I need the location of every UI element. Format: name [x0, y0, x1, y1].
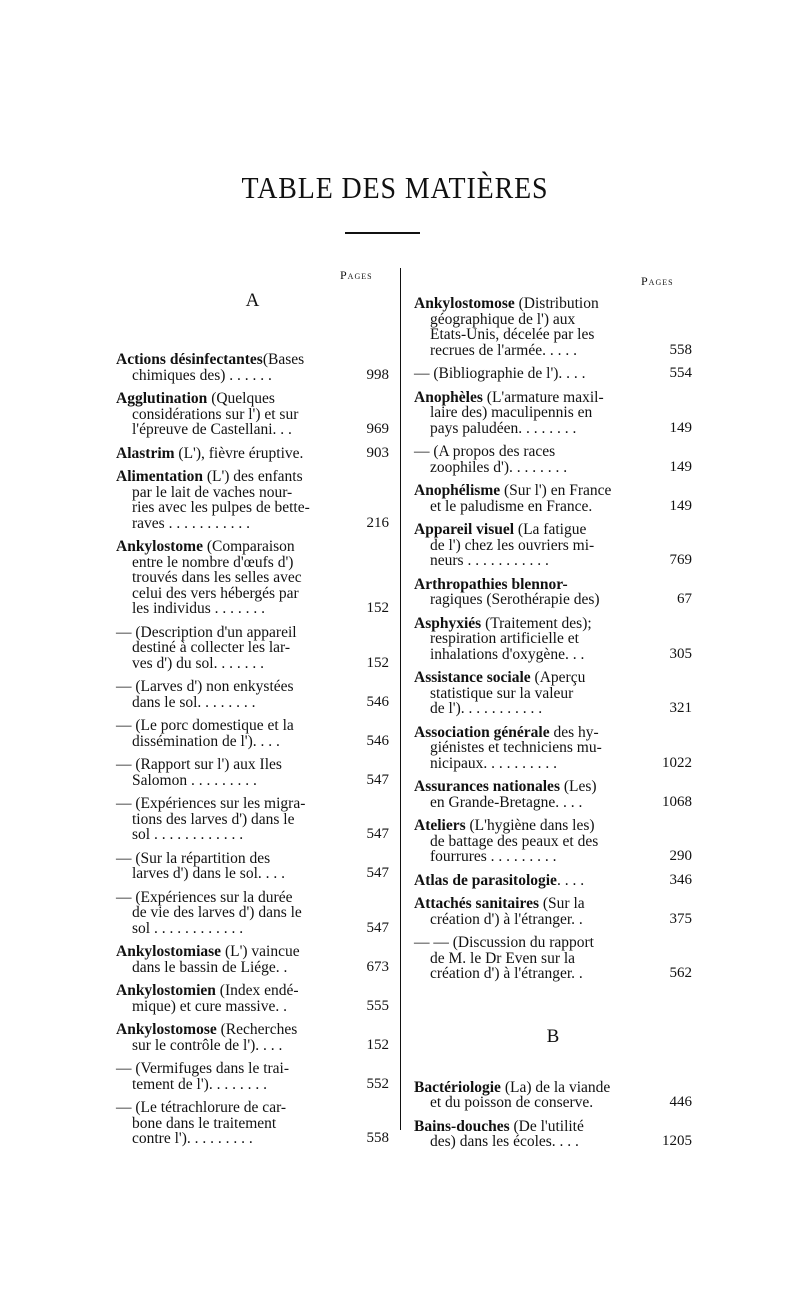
entry-line: [414, 795, 634, 811]
entry-line: [116, 827, 331, 843]
entry-text: tement de l'). . . . . . . .: [132, 1075, 267, 1093]
title-rule: [345, 232, 420, 234]
entry-text: bone dans le traitement: [132, 1114, 277, 1132]
right-pages-header: Pages: [641, 274, 674, 288]
entry-text: ragiques (Serothérapie des): [430, 591, 600, 608]
column-divider: [400, 268, 401, 1130]
right-entry-list: [414, 296, 692, 982]
entry-text: — (Le tétrachlorure de car-: [116, 1099, 287, 1116]
entry-text: — (Sur la répartition des: [116, 849, 271, 867]
index-entry: [414, 483, 692, 514]
entry-headword: Asphyxiés: [414, 614, 482, 632]
entry-text: neurs . . . . . . . . . . .: [430, 552, 549, 569]
entry-line: [116, 773, 331, 789]
entry-line: [116, 500, 331, 516]
page-number: 547: [366, 865, 389, 881]
page-number: 552: [366, 1075, 389, 1092]
index-entry: [116, 469, 389, 531]
page-number: 558: [366, 1130, 389, 1146]
entry-headword: Attachés sanitaires: [414, 895, 539, 912]
page-number: 1068: [662, 793, 692, 810]
entry-line: [414, 912, 634, 928]
left-entry-list: [116, 352, 389, 1147]
index-entry: [414, 366, 692, 382]
page-number: 321: [669, 700, 692, 716]
entry-text: les individus . . . . . . .: [132, 600, 266, 617]
entry-line: [116, 570, 331, 586]
entry-line: [116, 1077, 331, 1093]
entry-text: Etats-Unis, décelée par les: [430, 326, 595, 343]
entry-text: géographique de l') aux: [430, 310, 576, 328]
index-entry: [116, 890, 389, 937]
entry-line: [116, 718, 331, 734]
entry-line: [116, 999, 331, 1015]
entry-text: (Les): [559, 778, 597, 795]
index-entry: [414, 935, 692, 982]
index-entry: [116, 718, 389, 749]
entry-text: (L') des enfants: [202, 468, 303, 485]
index-entry: [414, 779, 692, 810]
entry-line: [116, 983, 331, 999]
page-number: 998: [366, 366, 389, 383]
entry-line: [414, 756, 634, 772]
entry-headword: Anophélisme: [414, 482, 501, 499]
entry-line: [116, 555, 331, 571]
entry-line: [116, 1116, 331, 1132]
page-number: 152: [366, 600, 389, 616]
entry-line: [414, 686, 634, 702]
entry-headword: Alastrim: [116, 444, 175, 462]
entry-line: [116, 1100, 331, 1116]
section-letter-a: A: [245, 290, 260, 311]
entry-line: [414, 1080, 634, 1096]
entry-text: de l'). . . . . . . . . . .: [430, 700, 543, 717]
entry-line: [414, 553, 634, 569]
entry-text: (Aperçu: [530, 669, 586, 686]
entry-text: dans le sol. . . . . . . .: [132, 693, 256, 711]
entry-text: — (A propos des races: [414, 443, 556, 460]
entry-line: [414, 896, 634, 912]
entry-text: de l') chez les ouvriers mi-: [430, 536, 595, 554]
entry-line: [116, 469, 331, 485]
entry-line: [414, 592, 634, 608]
entry-line: [116, 368, 331, 384]
entry-line: [414, 538, 634, 554]
entry-text: . . . .: [556, 871, 585, 889]
entry-text: (L') vaincue: [221, 943, 300, 960]
entry-text: zoophiles d'). . . . . . . .: [430, 458, 568, 476]
entry-text: nicipaux. . . . . . . . . .: [430, 754, 557, 772]
index-entry: [116, 352, 389, 383]
index-entry: [116, 851, 389, 882]
page-number: 1205: [662, 1133, 692, 1149]
index-entry: [414, 725, 692, 772]
entry-headword: Assurances nationales: [414, 778, 560, 795]
entry-line: [116, 796, 331, 812]
entry-text: (Quelques: [207, 390, 275, 407]
entry-text: contre l'). . . . . . . . .: [132, 1130, 253, 1147]
entry-line: [116, 851, 331, 867]
entry-text: de M. le Dr Even sur la: [430, 949, 576, 967]
entry-line: [414, 740, 634, 756]
entry-text: sol . . . . . . . . . . . .: [132, 826, 244, 843]
entry-text: dissémination de l'). . . .: [132, 732, 280, 750]
entry-text: — (Rapport sur l') aux Iles: [116, 756, 282, 773]
entry-line: [414, 421, 634, 437]
entry-headword: Appareil visuel: [414, 521, 515, 538]
entry-text: (Traitement des);: [481, 614, 592, 632]
page-number: 547: [366, 771, 389, 788]
entry-text: chimiques des) . . . . . .: [132, 366, 272, 384]
entry-line: [414, 499, 634, 515]
entry-line: [414, 951, 634, 967]
index-entry: [116, 446, 389, 462]
page-number: 152: [366, 654, 389, 671]
entry-text: — — (Discussion du rapport: [414, 934, 594, 951]
index-entry: [116, 944, 389, 975]
page-number: 562: [669, 965, 692, 981]
right-entry-list-b: [414, 1080, 692, 1150]
entry-text: (L'), fièvre éruptive.: [174, 444, 304, 462]
entry-text: — (Vermifuges dans le trai-: [116, 1060, 290, 1077]
entry-text: — (Expériences sur la durée: [116, 888, 293, 906]
entry-text: — (Le porc domestique et la: [116, 717, 294, 734]
entry-text: ves d') du sol. . . . . . .: [132, 654, 264, 672]
entry-headword: Ankylostomiase: [116, 943, 222, 960]
left-pages-header: Pages: [340, 268, 373, 282]
entry-line: [116, 866, 331, 882]
entry-headword: Ankylostome: [116, 538, 203, 555]
page-number: 290: [669, 848, 692, 864]
page-number: 149: [669, 458, 692, 475]
entry-text: giénistes et techniciens mu-: [430, 739, 602, 756]
page-number: 903: [366, 444, 389, 461]
section-letter-b: B: [546, 1025, 560, 1047]
entry-text: mique) et cure massive. .: [132, 997, 287, 1015]
entry-headword: Actions désinfectantes: [116, 351, 263, 368]
index-entry: [414, 1080, 692, 1111]
entry-line: [414, 444, 634, 460]
page-number: 546: [366, 693, 389, 710]
index-entry: [414, 390, 692, 437]
page-number: 375: [669, 910, 692, 927]
index-entry: [414, 818, 692, 865]
entry-text: — (Bibliographie de l'). . . .: [414, 365, 586, 382]
entry-text: laire des) maculipennis en: [430, 404, 593, 421]
entry-line: [414, 849, 634, 865]
index-entry: [414, 577, 692, 608]
entry-text: raves . . . . . . . . . . .: [132, 514, 250, 532]
entry-text: tions des larves d') dans le: [132, 810, 295, 828]
entry-headword: Alimentation: [116, 468, 203, 485]
right-column: [414, 296, 692, 1158]
entry-line: [116, 757, 331, 773]
index-entry: [414, 296, 692, 358]
entry-headword: Arthropathies blennor-: [414, 575, 568, 593]
entry-text: (L'hygiène dans les): [465, 817, 595, 834]
entry-headword: Assistance sociale: [414, 669, 531, 686]
entry-headword: Agglutination: [116, 390, 208, 407]
entry-line: [116, 960, 331, 976]
entry-line: [116, 679, 331, 695]
page-number: 346: [669, 871, 692, 888]
entry-text: en Grande-Bretagne. . . .: [430, 793, 583, 811]
entry-text: des) dans les écoles. . . .: [430, 1133, 579, 1150]
page-number: 969: [366, 421, 389, 437]
index-entry: [414, 873, 692, 889]
page-number: 1022: [662, 754, 692, 771]
entry-text: (Distribution: [514, 295, 599, 312]
entry-headword: Anophèles: [414, 388, 483, 406]
entry-text: celui des vers hébergés par: [132, 584, 299, 602]
index-entry: [414, 444, 692, 475]
index-entry: [116, 391, 389, 438]
index-entry: [414, 670, 692, 717]
entry-line: [116, 812, 331, 828]
entry-line: [414, 327, 634, 343]
entry-text: respiration artificielle et: [430, 630, 579, 647]
entry-line: [116, 625, 331, 641]
entry-text: de vie des larves d') dans le: [132, 904, 302, 921]
index-entry: [414, 522, 692, 569]
entry-headword: Ankylostomose: [116, 1021, 217, 1038]
entry-headword: Atlas de parasitologie: [414, 871, 557, 889]
entry-line: [116, 516, 331, 532]
entry-line: [116, 1038, 331, 1054]
page-number: 149: [669, 497, 692, 514]
index-entry: [116, 679, 389, 710]
entry-line: [116, 601, 331, 617]
page-title: TABLE DES MATIÈRES: [241, 170, 549, 205]
entry-headword: Bains-douches: [414, 1117, 510, 1135]
entry-line: [414, 296, 634, 312]
entry-line: [414, 834, 634, 850]
entry-line: [414, 1095, 634, 1111]
entry-headword: Ankylostomose: [414, 295, 515, 312]
entry-line: [116, 944, 331, 960]
entry-line: [414, 701, 634, 717]
page-number: 149: [669, 419, 692, 436]
entry-text: trouvés dans les selles avec: [132, 569, 302, 586]
entry-line: [414, 460, 634, 476]
entry-line: [414, 779, 634, 795]
entry-headword: Association générale: [414, 723, 550, 741]
index-entry: [116, 1022, 389, 1053]
entry-text: (Sur la: [539, 895, 585, 912]
entry-line: [116, 1022, 331, 1038]
entry-line: [414, 818, 634, 834]
entry-line: [414, 616, 634, 632]
entry-text: (La fatigue: [514, 521, 587, 538]
entry-headword: Ankylostomien: [116, 982, 216, 999]
page-number: 554: [669, 365, 692, 381]
index-entry: [116, 539, 389, 617]
entry-line: [116, 905, 331, 921]
entry-line: [414, 1134, 634, 1150]
entry-line: [116, 352, 331, 368]
entry-text: — (Description d'un appareil: [116, 623, 297, 641]
entry-line: [116, 695, 331, 711]
entry-line: [414, 343, 634, 359]
entry-line: [414, 966, 634, 982]
entry-text: dans le bassin de Liége. .: [132, 958, 288, 976]
entry-line: [116, 407, 331, 423]
entry-line: [414, 873, 634, 889]
entry-text: Salomon . . . . . . . . .: [132, 771, 257, 789]
page-number: 555: [366, 997, 389, 1014]
entry-text: (De l'utilité: [509, 1117, 584, 1135]
entry-text: création d') à l'étranger. .: [430, 910, 583, 928]
entry-line: [116, 539, 331, 555]
entry-line: [116, 586, 331, 602]
index-entry: [414, 1119, 692, 1150]
page-number: 446: [669, 1094, 692, 1110]
entry-line: [414, 312, 634, 328]
entry-headword: Ateliers: [414, 817, 466, 834]
entry-text: (Recherches: [216, 1021, 298, 1038]
entry-text: entre le nombre d'œufs d'): [132, 553, 294, 571]
entry-line: [116, 1131, 331, 1147]
entry-text: larves d') dans le sol. . . .: [132, 865, 286, 882]
entry-text: (L'armature maxil-: [482, 388, 604, 406]
entry-line: [116, 446, 331, 462]
entry-line: [414, 647, 634, 663]
entry-text: destiné à collecter les lar-: [132, 639, 291, 656]
entry-headword: Bactériologie: [414, 1078, 501, 1096]
entry-line: [414, 405, 634, 421]
entry-line: [116, 391, 331, 407]
page-number: 673: [366, 958, 389, 975]
index-entry: [116, 983, 389, 1014]
entry-text: de battage des peaux et des: [430, 832, 599, 850]
entry-line: [414, 1119, 634, 1135]
entry-line: [116, 422, 331, 438]
entry-line: [414, 366, 634, 382]
entry-text: — (Expériences sur les migra-: [116, 795, 306, 812]
entry-line: [414, 725, 634, 741]
entry-line: [414, 483, 634, 499]
left-column: [116, 290, 389, 1155]
entry-text: (Bases: [262, 351, 305, 368]
entry-text: inhalations d'oxygène. . .: [430, 645, 585, 663]
entry-line: [414, 522, 634, 538]
index-entry: [414, 896, 692, 927]
entry-line: [116, 921, 331, 937]
entry-text: sur le contrôle de l'). . . .: [132, 1036, 283, 1054]
entry-text: ries avec les pulpes de bette-: [132, 499, 310, 516]
entry-line: [116, 734, 331, 750]
entry-text: sol . . . . . . . . . . . .: [132, 919, 244, 937]
entry-text: l'épreuve de Castellani. . .: [132, 421, 292, 438]
page-number: 305: [669, 645, 692, 662]
index-entry: [116, 796, 389, 843]
entry-line: [414, 631, 634, 647]
entry-line: [414, 935, 634, 951]
index-entry: [116, 625, 389, 672]
entry-text: fourrures . . . . . . . . .: [430, 848, 557, 865]
entry-line: [116, 485, 331, 501]
entry-text: pays paludéen. . . . . . . .: [430, 419, 577, 437]
entry-line: [414, 390, 634, 406]
entry-text: (La) de la viande: [500, 1078, 611, 1096]
page-number: 546: [366, 732, 389, 749]
entry-text: statistique sur la valeur: [430, 684, 574, 702]
entry-text: et le paludisme en France.: [430, 497, 593, 515]
entry-text: des hy-: [549, 723, 599, 741]
page-number: 547: [366, 919, 389, 936]
page-number: 769: [669, 552, 692, 568]
entry-line: [414, 577, 634, 593]
entry-line: [116, 656, 331, 672]
page-number: 558: [669, 341, 692, 358]
entry-text: et du poisson de conserve.: [430, 1094, 594, 1111]
index-entry: [116, 757, 389, 788]
page-number: 547: [366, 826, 389, 842]
entry-text: (Sur l') en France: [500, 482, 612, 499]
entry-line: [116, 1061, 331, 1077]
index-entry: [116, 1061, 389, 1092]
entry-line: [116, 640, 331, 656]
entry-text: considérations sur l') et sur: [132, 405, 299, 423]
entry-text: — (Larves d') non enkystées: [116, 678, 294, 695]
page-number: 152: [366, 1036, 389, 1053]
entry-text: (Comparaison: [202, 538, 295, 555]
entry-text: recrues de l'armée. . . . .: [430, 341, 577, 359]
page-number: 67: [677, 591, 692, 607]
entry-text: par le lait de vaches nour-: [132, 483, 293, 501]
index-entry: [116, 1100, 389, 1147]
page-number: 216: [366, 514, 389, 531]
entry-text: création d') à l'étranger. .: [430, 965, 583, 982]
entry-text: (Index endé-: [215, 982, 299, 999]
index-entry: [414, 616, 692, 663]
entry-line: [414, 670, 634, 686]
entry-line: [116, 890, 331, 906]
